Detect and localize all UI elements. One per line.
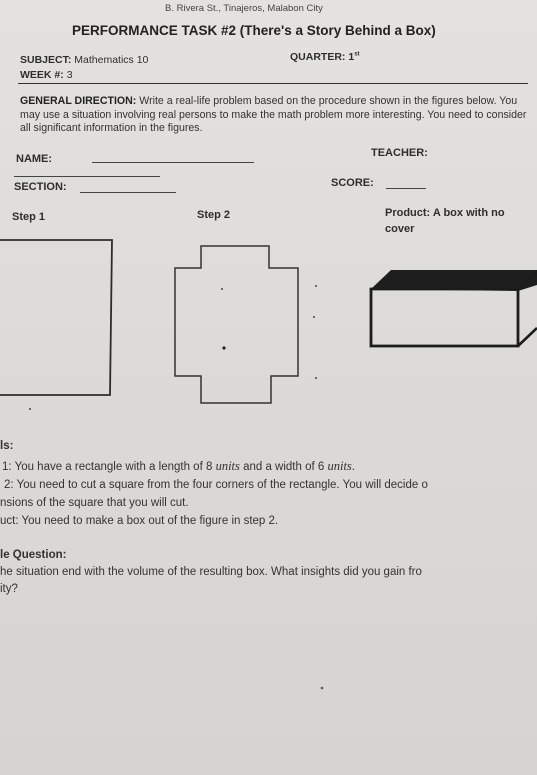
week-row bbox=[20, 69, 73, 81]
steps-heading: ls: bbox=[0, 440, 14, 452]
step1-text-mid: and a width of 6 bbox=[239, 461, 328, 473]
score-field[interactable] bbox=[386, 188, 426, 189]
general-direction-text: Write a real-life problem based on the procedure shown in the figures below. You may use a situation involving real persons to make the math problem more interesting. You need to consider all significant information in the figures. bbox=[20, 95, 527, 134]
guide-line1: he situation end with the volume of the resulting box. What insights did you gain fro bbox=[0, 566, 422, 578]
section-label: SECTION: bbox=[14, 181, 67, 193]
task-title: PERFORMANCE TASK #2 (There's a Story Behind a Box) bbox=[72, 23, 436, 38]
step2-dot-b bbox=[313, 316, 315, 318]
step2-top-dot bbox=[221, 288, 223, 290]
score-label: SCORE: bbox=[331, 177, 374, 189]
step2-text-line2: nsions of the square that you will cut. bbox=[0, 497, 189, 509]
guide-line2: ity? bbox=[0, 583, 18, 595]
quarter-suffix: st bbox=[354, 51, 360, 58]
subject-label: SUBJECT: bbox=[20, 54, 72, 66]
step2-dot-c bbox=[315, 377, 317, 379]
guide-heading: le Question: bbox=[0, 549, 67, 561]
name-field[interactable] bbox=[92, 162, 254, 163]
step1-rectangle bbox=[0, 240, 112, 395]
header-divider bbox=[18, 83, 528, 84]
week-value: 3 bbox=[66, 69, 73, 81]
step1-text-pre: 1: You have a rectangle with a length of 8 bbox=[2, 461, 216, 473]
step1-dot bbox=[29, 408, 31, 410]
teacher-label: TEACHER: bbox=[371, 147, 428, 159]
section-field[interactable] bbox=[80, 192, 176, 193]
guide-question-section bbox=[0, 547, 422, 598]
step1-unit-width: units bbox=[327, 459, 352, 473]
quarter-label: QUARTER: bbox=[290, 51, 346, 63]
school-address: B. Rivera St., Tinajeros, Malabon City bbox=[165, 3, 323, 14]
figures-svg bbox=[0, 230, 537, 430]
general-direction bbox=[20, 95, 532, 136]
step2-center-dot bbox=[222, 346, 225, 349]
step2-label: Step 2 bbox=[197, 209, 231, 221]
subject-value: Mathematics 10 bbox=[74, 54, 149, 66]
step2-cut-figure bbox=[175, 246, 298, 403]
quarter-row bbox=[290, 51, 360, 63]
step1-label: Step 1 bbox=[12, 211, 46, 223]
product-label-line1: Product: A box with no bbox=[385, 207, 505, 219]
subject-row bbox=[20, 54, 148, 66]
step2-dot-a bbox=[315, 285, 317, 287]
step2-text-line1: 2: You need to cut a square from the four corners of the rectangle. You will decide o bbox=[4, 479, 428, 491]
product-text: uct: You need to make a box out of the figure in step 2. bbox=[0, 515, 279, 527]
step1-unit-length: units bbox=[215, 459, 240, 473]
section-divider-line bbox=[14, 176, 160, 177]
week-label: WEEK #: bbox=[20, 69, 64, 81]
box-front-face bbox=[371, 289, 518, 346]
product-label-line2: cover bbox=[385, 223, 415, 235]
step1-text-end: . bbox=[351, 461, 355, 473]
general-direction-label: GENERAL DIRECTION: bbox=[20, 95, 137, 107]
step1-text bbox=[2, 458, 355, 477]
quarter-value: 1 bbox=[348, 51, 355, 63]
name-label: NAME: bbox=[16, 153, 53, 165]
